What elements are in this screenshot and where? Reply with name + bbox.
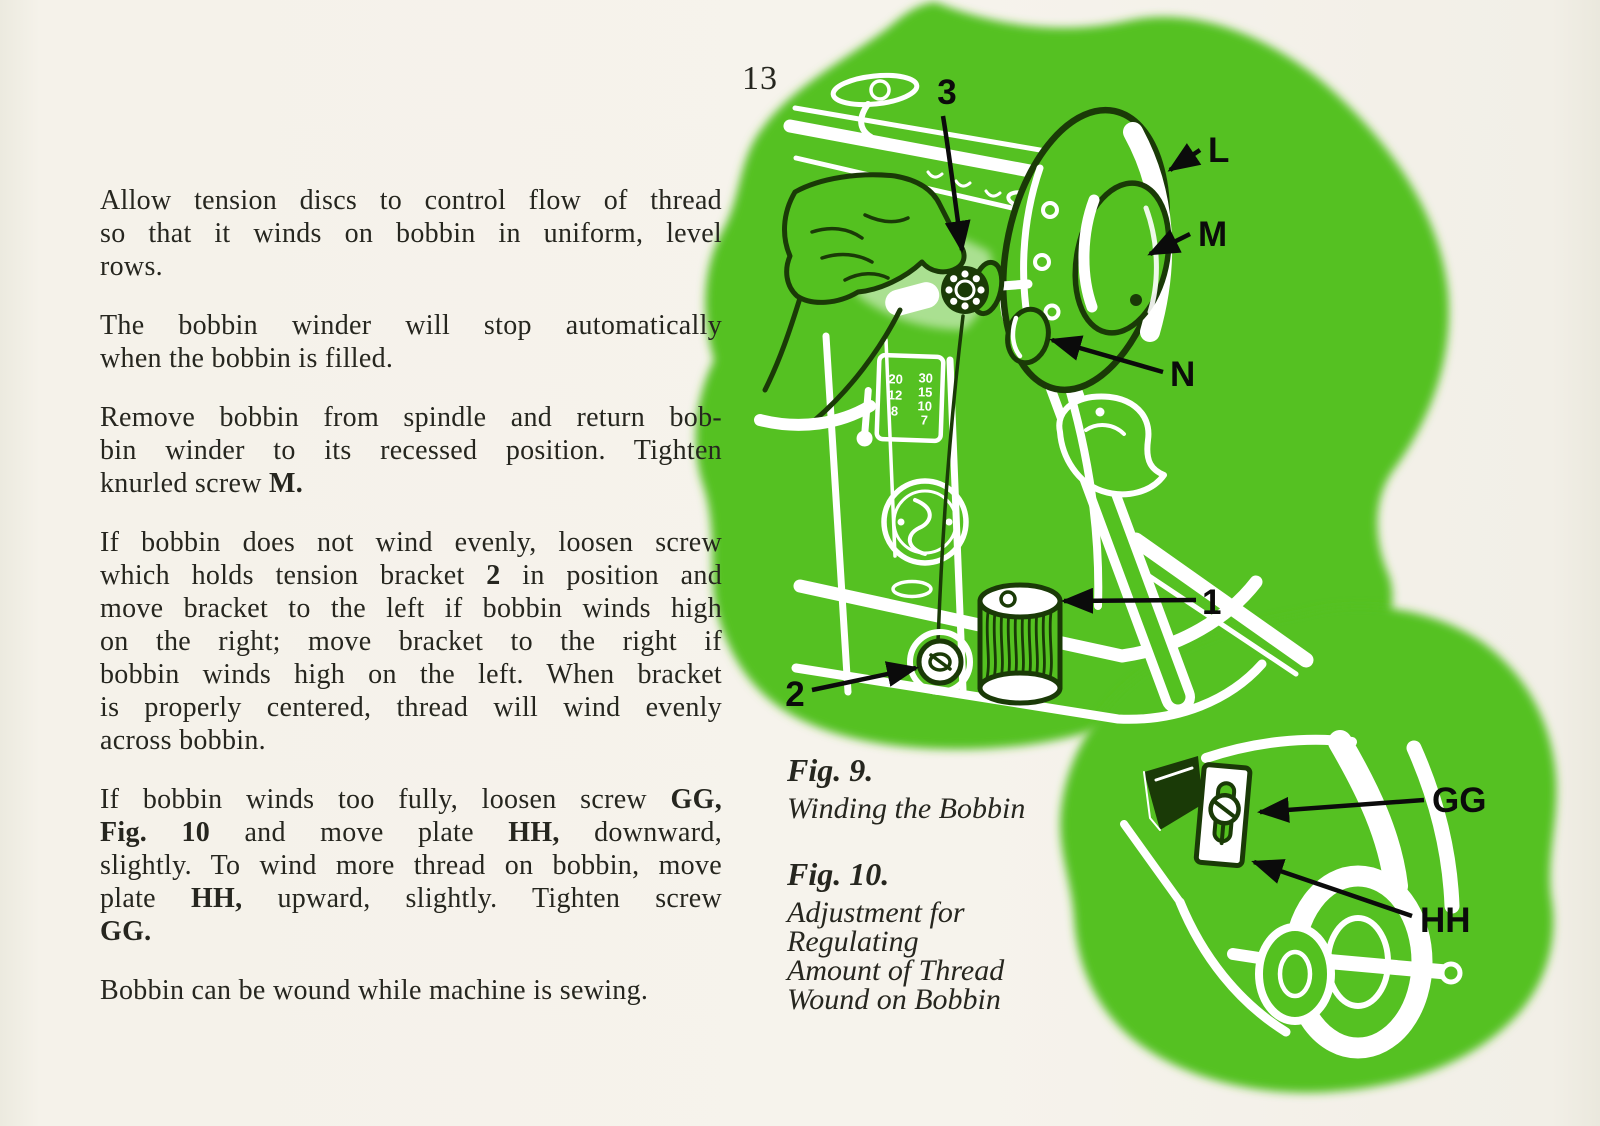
paragraph-winder-stops: The bobbin winder will stop automatically when the bobbin is filled.: [100, 310, 722, 374]
dial-number: 10: [917, 398, 933, 414]
figure-9-caption: [787, 752, 1025, 823]
dial-number: 7: [920, 412, 929, 428]
dial-number: 30: [918, 370, 934, 386]
bobbin-art: [980, 585, 1060, 703]
callout-HH-label: HH: [1420, 901, 1471, 940]
figure-10-title-line: Regulating: [787, 925, 919, 958]
plate-hh-art: [1196, 764, 1250, 866]
callout-2-label: 2: [785, 675, 805, 714]
dial-number: 12: [887, 387, 903, 403]
paragraph-tension-discs: Allow tension discs to control flow of thread so that it winds on bobbin in uniform, level rows.: [100, 185, 722, 282]
callout-M-label: M: [1198, 215, 1228, 254]
figure-9-title: Winding the Bobbin: [787, 792, 1026, 825]
paragraph-while-sewing: Bobbin can be wound while machine is sewing.: [100, 975, 649, 1006]
dial-number: 8: [890, 403, 899, 419]
callout-L-label: L: [1208, 131, 1230, 170]
figure-10-label: Fig. 10.: [787, 856, 890, 892]
figure-10-title-line: Adjustment for: [787, 896, 965, 929]
figure-10-title-line: Amount of Thread: [787, 954, 1005, 987]
callout-1-label: 1: [1202, 583, 1222, 622]
figure-9-label: Fig. 9.: [787, 752, 874, 788]
callout-GG-label: GG: [1432, 781, 1487, 820]
paragraph-uneven-winding: If bobbin does not wind evenly, loosen screw which holds tension bracket 2 in position and move bracket to the left if bobbin winds high on the right; move bracket to the right if bobbin winds high on the left. When bracket is properly centered, thread will wind evenly across bobbin.: [100, 527, 722, 756]
dial-number: 20: [888, 371, 904, 387]
callout-1-arrow: [1064, 600, 1196, 601]
figure-10-caption: [787, 856, 1004, 1014]
callout-3-label: 3: [937, 73, 957, 112]
tension-bracket-art: [910, 632, 970, 692]
dial-number: 15: [917, 384, 933, 400]
page-number: 13: [742, 60, 778, 97]
body-text: [100, 184, 722, 1033]
paragraph-remove-bobbin: Remove bobbin from spindle and return bob- bin winder to its recessed position. Tighten knurled screw M.: [100, 402, 722, 499]
figure-10-title-line: Wound on Bobbin: [787, 983, 1001, 1016]
callout-N-label: N: [1170, 355, 1196, 394]
paragraph-too-full: If bobbin winds too fully, loosen screw GG, Fig. 10 and move plate HH, downward, slightly. To wind more thread on bobbin, move plate HH, upward, slightly. Tighten screw GG.: [100, 784, 722, 947]
